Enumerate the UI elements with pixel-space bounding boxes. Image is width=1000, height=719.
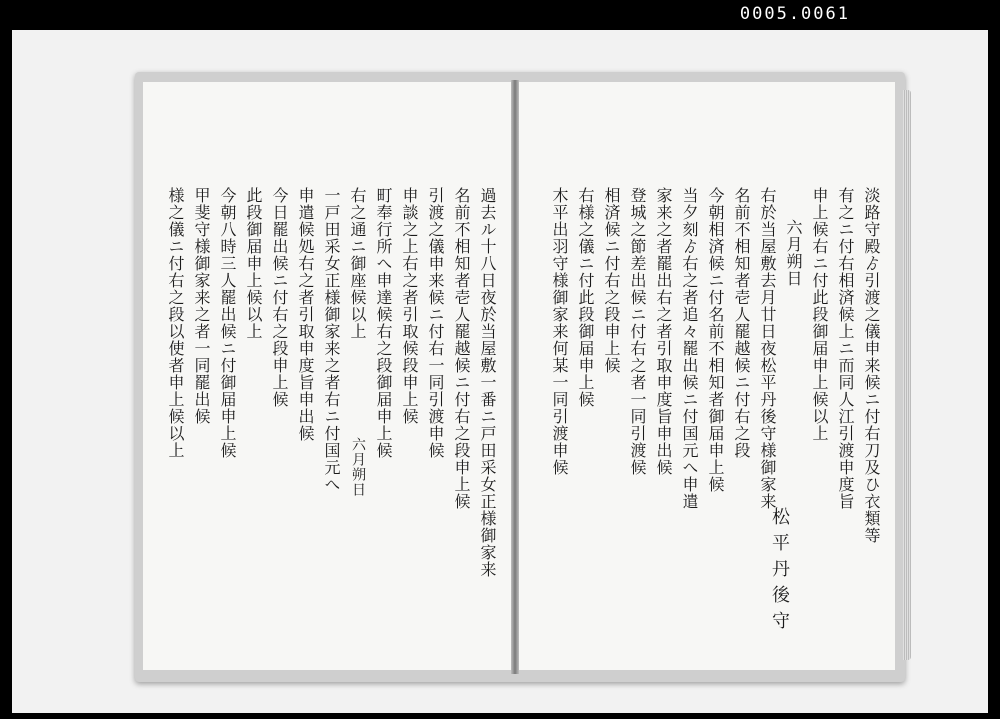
text-column: 過去ル十八日夜於当屋敷一番ニ戸田采女正様御家来 [478, 187, 497, 578]
frame-number: 0005.0061 [739, 4, 850, 24]
text-column: 様之儀ニ付右之段以使者申上候以上 [166, 187, 185, 459]
text-column: 此段御届申上候以上 [244, 187, 263, 340]
right-page [519, 82, 895, 670]
open-book [135, 72, 905, 682]
text-column: 木平出羽守様御家来何某一同引渡申候 [550, 187, 569, 476]
text-column: 当夕刻ゟ右之者追々罷出候ニ付国元へ申遣 [680, 187, 699, 510]
text-column: 右様之儀ニ付此段御届申上候 [576, 187, 595, 408]
text-column: 申上候右ニ付此段御届申上候以上 [810, 187, 829, 442]
right-page-text [529, 187, 885, 650]
text-column: 町奉行所へ申達候右之段御届申上候 [374, 187, 393, 459]
text-column: 今朝相済候ニ付名前不相知者御届申上候 [706, 187, 725, 493]
text-column: 甲斐守様御家来之者一同罷出候 [192, 187, 211, 425]
text-column: 有之ニ付右相済候上ニ而同人江引渡申度旨 [836, 187, 855, 510]
text-column: 右於当屋敷去月廿日夜松平丹後守様御家来 [758, 187, 777, 510]
date-note: 六月朔日 [350, 437, 366, 497]
text-column: 今日罷出候ニ付右之段申上候 [270, 187, 289, 408]
text-column: 名前不相知者壱人罷越候ニ付右之段申上候 [452, 187, 471, 510]
text-column: 淡路守殿ゟ引渡之儀申来候ニ付右刀及ひ衣類等 [862, 187, 881, 544]
text-column: 登城之節差出候ニ付右之者一同引渡候 [628, 187, 647, 476]
text-column: 六月朔日 [784, 219, 803, 287]
book-gutter [511, 80, 519, 674]
text-column: 相済候ニ付右之段申上候 [602, 187, 621, 374]
text-column: 一戸田采女正様御家来之者右ニ付国元へ [322, 187, 341, 493]
text-column: 右之通ニ御座候以上 [348, 187, 367, 340]
page-edges [903, 90, 911, 660]
text-column: 引渡之儀申来候ニ付右一同引渡申候 [426, 187, 445, 459]
text-column: 申談之上右之者引取候段申上候 [400, 187, 419, 425]
text-column: 申遣候処右之者引取申度旨申出候 [296, 187, 315, 442]
text-column: 名前不相知者壱人罷越候ニ付右之段 [732, 187, 751, 459]
signature: 松平丹後守 [769, 507, 790, 637]
left-page-text [153, 187, 501, 650]
text-column: 家来之者罷出右之者引取申度旨申出候 [654, 187, 673, 476]
text-column: 今朝八時三人罷出候ニ付御届申上候 [218, 187, 237, 459]
left-page [143, 82, 511, 670]
